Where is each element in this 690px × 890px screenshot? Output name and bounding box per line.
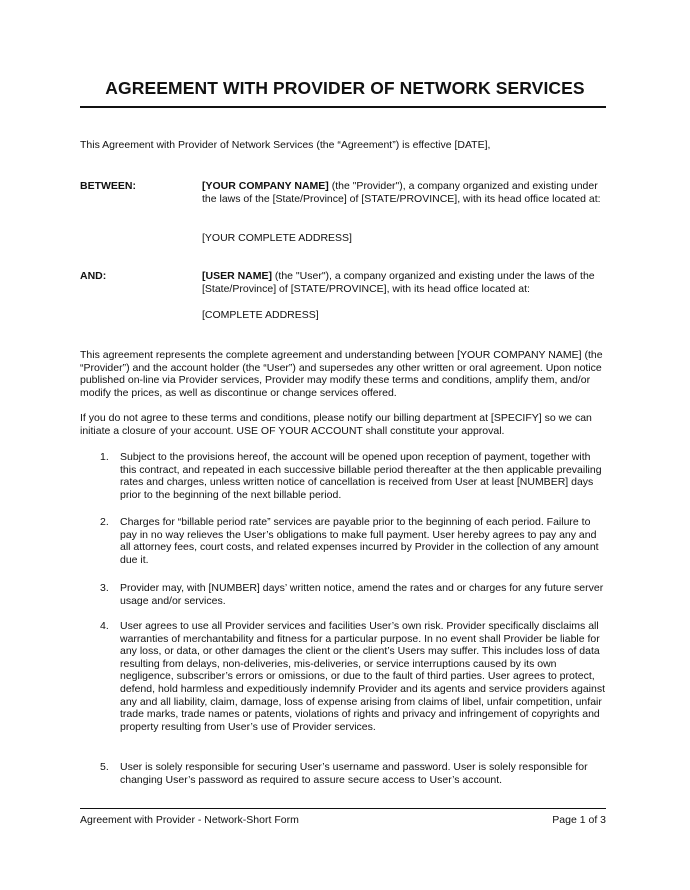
user-description: (the "User"), a company organized and existing under the laws of the [State/Province] of [STATE/PROVINCE], with its head office located at: — [202, 270, 595, 295]
user-address: [COMPLETE ADDRESS] — [202, 309, 319, 321]
list-item: User agrees to use all Provider services and facilities User’s own risk. Provider specifically disclaims all warranties of merchantability and fitness for a particular purpose. In no event shall Provider be liable for any loss, or data, or other damages the client or the client’s Users may suffer. This includes loss of data resulting from delays, non-deliveries, mis-deliveries, or service interruptions caused by its own negligence, subscriber’s errors or omissions, or due to the fault of third parties. User agrees to protect, defend, hold harmless and expeditiously indemnify Provider and its agents and service providers against any and all liability, claim, damage, loss of expense arising from claims of libel, unfair competition, unfair trade marks, trade names or patents, violations of rights and privacy and infringement of copyrights and property resulting from User’s use of Provider services. — [120, 620, 606, 733]
title-underline — [80, 106, 606, 108]
provider-description: (the "Provider"), a company organized and existing under the laws of the [State/Province] of [STATE/PROVINCE], with its head office located at: — [202, 180, 601, 205]
list-item: User is solely responsible for securing User’s username and password. User is solely responsible for changing User’s password as required to assure secure access to User’s account. — [120, 761, 588, 786]
agreement-paragraph: This agreement represents the complete agreement and understanding between [YOUR COMPANY NAME] (the “Provider”) and the account holder (the “User”) and supersedes any other written or oral agreement. Upon notice published on-line via Provider services, Provider may modify these terms and conditions, amplify them, and/or modify the prices, as well as discontinue or change services offered. — [80, 349, 603, 399]
and-party-text — [202, 270, 608, 295]
list-item-number: 1. — [100, 451, 109, 463]
list-item: Subject to the provisions hereof, the account will be opened upon reception of payment, together with this contract, and repeated in each successive billable period thereafter at the then applicable prevailing rates and charges, unless written notice of cancellation is received from User at least [NUMBER] days prior to the beginning of the next billable period. — [120, 451, 602, 501]
document-title: AGREEMENT WITH PROVIDER OF NETWORK SERVICES — [105, 78, 585, 98]
footer-document-name: Agreement with Provider - Network-Short Form — [80, 814, 299, 826]
between-label: BETWEEN: — [80, 180, 136, 192]
footer-divider — [80, 808, 606, 809]
list-item-number: 2. — [100, 516, 109, 528]
between-party-text — [202, 180, 608, 205]
provider-name: [YOUR COMPANY NAME] — [202, 180, 329, 192]
list-item: Charges for “billable period rate” services are payable prior to the beginning of each period. Failure to pay in no way relieves the User’s obligations to make full payment. User hereby agrees to pay any and all attorney fees, court costs, and related expenses incurred by Provider in the collection of any amount due it. — [120, 516, 599, 566]
list-item-number: 5. — [100, 761, 109, 773]
intro-paragraph: This Agreement with Provider of Network Services (the “Agreement”) is effective [DATE], — [80, 139, 491, 151]
user-name: [USER NAME] — [202, 270, 272, 282]
list-item-number: 3. — [100, 582, 109, 594]
footer-page-number: Page 1 of 3 — [552, 814, 606, 826]
and-label: AND: — [80, 270, 107, 282]
list-item-number: 4. — [100, 620, 109, 632]
provider-address: [YOUR COMPLETE ADDRESS] — [202, 232, 352, 244]
list-item: Provider may, with [NUMBER] days’ written notice, amend the rates and or charges for any future server usage and/or services. — [120, 582, 604, 607]
terms-paragraph: If you do not agree to these terms and conditions, please notify our billing department at [SPECIFY] so we can initiate a closure of your account. USE OF YOUR ACCOUNT shall constitute your approval. — [80, 412, 592, 437]
